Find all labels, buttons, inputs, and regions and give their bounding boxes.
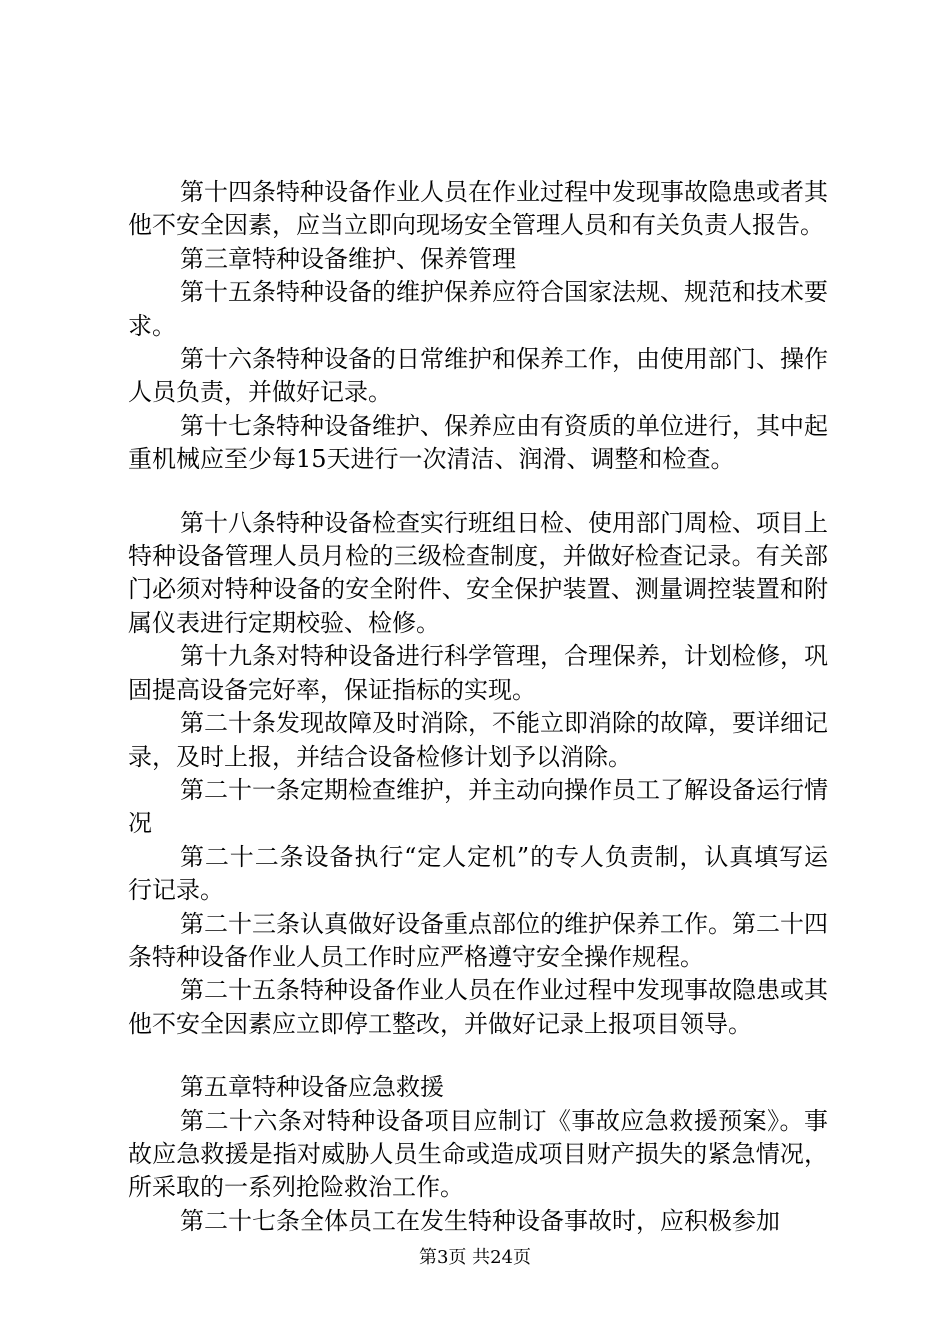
article-15: 第十五条特种设备的维护保养应符合国家法规、规范和技术要求。 (128, 278, 828, 340)
page-number-footer: 第3页 共24页 (418, 1247, 532, 1268)
article-18: 第十八条特种设备检查实行班组日检、使用部门周检、项目上特种设备管理人员月检的三级检查制度，并做好检查记录。有关部门必须对特种设备的安全附件、安全保护装置、测量调控装置和附属仪表进行定期校验、检修。 (128, 508, 828, 637)
article-21: 第二十一条定期检查维护，并主动向操作员工了解设备运行情况 (128, 775, 828, 838)
chapter-5-heading: 第五章特种设备应急救援 (180, 1073, 444, 1102)
article-16: 第十六条特种设备的日常维护和保养工作，由使用部门、操作人员负责，并做好记录。 (128, 345, 828, 407)
article-26: 第二十六条对特种设备项目应制订《事故应急救援预案》。事故应急救援是指对威胁人员生命或造成项目财产损失的紧急情况，所采取的一系列抢险救治工作。 (128, 1106, 828, 1202)
paragraph-gap (128, 1041, 828, 1071)
article-14: 第十四条特种设备作业人员在作业过程中发现事故隐患或者其他不安全因素，应当立即向现场安全管理人员和有关负责人报告。 (128, 178, 828, 240)
document-body (128, 176, 828, 1238)
article-22: 第二十二条设备执行“定人定机”的专人负责制，认真填写运行记录。 (128, 842, 828, 905)
paragraph-gap (128, 477, 828, 507)
article-23-24: 第二十三条认真做好设备重点部位的维护保养工作。第二十四条特种设备作业人员工作时应严格遵守安全操作规程。 (128, 909, 828, 971)
chapter-3-heading: 第三章特种设备维护、保养管理 (180, 244, 516, 273)
article-20: 第二十条发现故障及时消除，不能立即消除的故障，要详细记录，及时上报，并结合设备检修计划予以消除。 (128, 709, 828, 771)
article-25: 第二十五条特种设备作业人员在作业过程中发现事故隐患或其他不安全因素应立即停工整改，并做好记录上报项目领导。 (128, 976, 828, 1038)
article-17: 第十七条特种设备维护、保养应由有资质的单位进行，其中起重机械应至少每15天进行一次清洁、润滑、调整和检查。 (128, 411, 828, 474)
article-19: 第十九条对特种设备进行科学管理，合理保养，计划检修，巩固提高设备完好率，保证指标的实现。 (128, 642, 828, 704)
article-27: 第二十七条全体员工在发生特种设备事故时，应积极参加 (180, 1206, 780, 1235)
